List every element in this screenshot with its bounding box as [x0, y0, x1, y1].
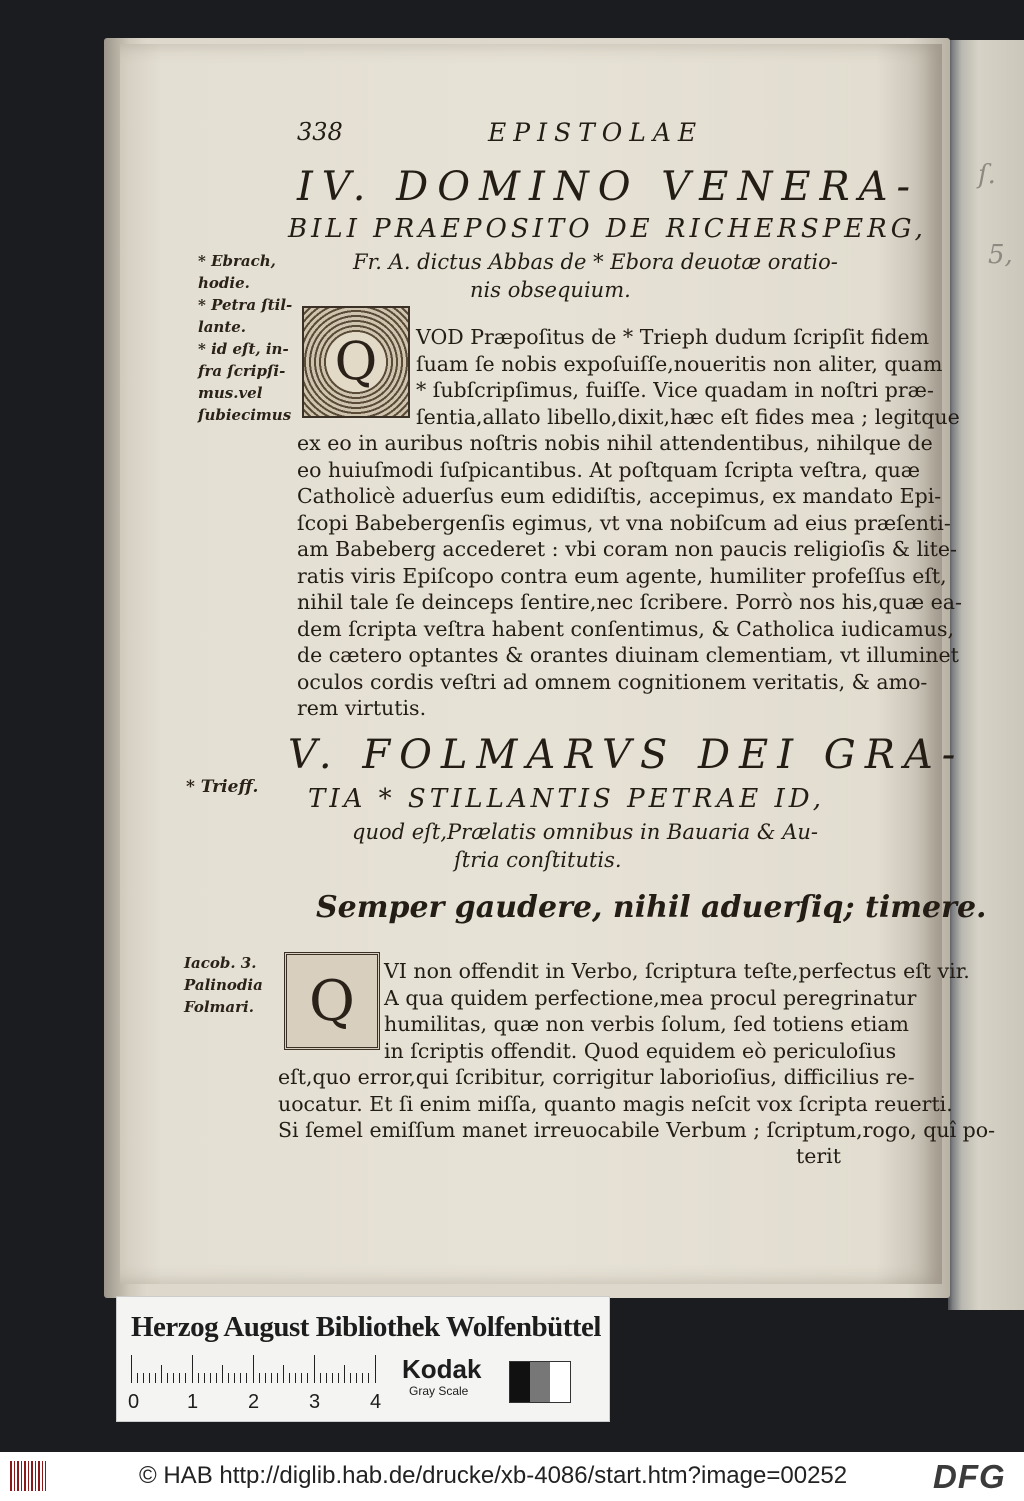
ruler-tick: [131, 1355, 132, 1383]
ruler-tick: [143, 1373, 144, 1383]
text-line: oculos cordis veſtri ad omnem cognitionem veritatis, & amo-: [297, 669, 928, 694]
marginal-line: * Petra ſtil-: [198, 296, 293, 314]
adjacent-page: ſ. 5,: [948, 40, 1024, 1310]
ruler-tick: [326, 1373, 327, 1383]
letter5-heading-line2: TIA * STILLANTIS PETRAE ID,: [308, 784, 825, 814]
ruler-tick: [375, 1355, 376, 1383]
ruler-tick: [265, 1373, 266, 1383]
text-line: VI non offendit in Verbo, ſcriptura teſte,perfectus eſt vir.: [384, 959, 970, 983]
ruler-tick: [271, 1373, 272, 1383]
ruler-tick: [332, 1373, 333, 1383]
ruler-tick: [198, 1373, 199, 1383]
marginal-line: * id eſt, in-: [198, 340, 289, 358]
text-line: dem ſcripta veſtra habent conſentimus, & Catholica iudicamus,: [297, 616, 954, 641]
marginal-line: Palinodia: [184, 976, 263, 994]
credit-link[interactable]: © HAB http://diglib.hab.de/drucke/xb-4086/start.htm?image=00252: [139, 1462, 848, 1489]
letter4-heading-line1: IV. DOMINO VENERA-: [297, 164, 920, 210]
text-line: * ſubſcripſimus, fuiſſe. Vice quadam in noſtri præ-: [416, 378, 934, 402]
ruler-tick: [179, 1373, 180, 1383]
kodak-logo: Kodak: [402, 1354, 482, 1384]
letter4-heading-line4: nis obsequium.: [470, 278, 631, 302]
ruler-tick: [137, 1373, 138, 1383]
catchword: terit: [796, 1144, 841, 1168]
ruler-tick: [155, 1373, 156, 1383]
initial-letter: Q: [309, 968, 355, 1034]
letter5-heading-line1: V. FOLMARVS DEI GRA-: [288, 732, 965, 778]
text-line: am Babeberg accederet : vbi coram non paucis religioſis & lite-: [297, 537, 957, 561]
framed-initial-q: [284, 952, 380, 1050]
letter4-heading-line3: Fr. A. dictus Abbas de * Ebora deuotæ oratio-: [353, 250, 838, 274]
text-line: Si ſemel emiſſum manet irreuocabile Verbum ; ſcriptum,rogo, quî po-: [278, 1118, 996, 1142]
marginal-line: * Ebrach,: [198, 252, 276, 270]
gray-patch: [550, 1362, 570, 1402]
footer-bar: [0, 1452, 1024, 1501]
letter5-body: [278, 1064, 995, 1144]
ruler-tick: [350, 1373, 351, 1383]
ruler-number: 3: [309, 1391, 321, 1413]
ruler-number: 2: [248, 1391, 260, 1413]
running-head: EPISTOLAE: [488, 118, 704, 147]
ruler-tick: [161, 1365, 162, 1383]
marginal-note-2: * Trieff.: [186, 777, 259, 797]
ruler-tick: [362, 1373, 363, 1383]
letter4-heading-line2: BILI PRAEPOSITO DE RICHERSPERG,: [288, 214, 927, 244]
decorated-initial-q: [302, 306, 410, 418]
ruler-number: 1: [187, 1391, 199, 1413]
marginal-line: ſubiecimus: [198, 406, 292, 424]
ruler-tick: [240, 1373, 241, 1383]
ruler-tick: [253, 1355, 254, 1383]
text-line: nihil tale ſe deinceps ſentire,nec ſcribere. Porrò nos his,quæ ea-: [297, 590, 962, 614]
letter4-body: [297, 430, 962, 722]
text-line: A qua quidem perfectione,mea procul peregrinatur: [384, 985, 917, 1010]
ruler-tick: [228, 1373, 229, 1383]
ruler-tick: [234, 1373, 235, 1383]
initial-letter: Q: [326, 332, 386, 392]
text-line: in ſcriptis offendit. Quod equidem eò periculoſius: [384, 1038, 897, 1063]
dfg-logo: DFG: [933, 1458, 1006, 1495]
marginal-line: Folmari.: [184, 998, 254, 1016]
ruler-tick: [320, 1373, 321, 1383]
ruler-tick: [210, 1373, 211, 1383]
text-line: de cætero optantes & orantes diuinam clementiam, vt illuminet: [297, 643, 959, 667]
hab-logo-icon: [10, 1461, 46, 1491]
ruler-tick: [307, 1373, 308, 1383]
gray-patch: [530, 1362, 550, 1402]
text-line: eſt,quo error,qui ſcribitur, corrigitur laborioſius, difficilius re-: [278, 1065, 915, 1089]
ruler-tick: [204, 1373, 205, 1383]
ruler-tick: [356, 1373, 357, 1383]
marginal-note-1: [198, 250, 292, 426]
letter5-heading-line3: quod eſt,Prælatis omnibus in Bauaria & Au-: [352, 820, 819, 844]
marginal-line: Iacob. 3.: [184, 954, 257, 972]
ruler-tick: [216, 1373, 217, 1383]
text-line: ratis viris Epiſcopo contra eum agente, humiliter profeſſus eſt,: [297, 563, 947, 588]
ruler-tick: [277, 1373, 278, 1383]
ruler-tick: [192, 1355, 193, 1383]
ruler-tick: [185, 1373, 186, 1383]
page-number: 338: [297, 118, 343, 146]
gray-scale-label: Gray Scale: [409, 1384, 469, 1398]
marginal-line: lante.: [198, 318, 247, 336]
text-line: ſentia,allato libello,dixit,hæc eſt fides mea ; legitque: [416, 404, 960, 429]
marginal-note-3: [184, 952, 263, 1018]
marginal-line: mus.vel: [198, 384, 263, 402]
ruler-tick: [259, 1373, 260, 1383]
ruler-tick: [289, 1373, 290, 1383]
text-line: VOD Præpoſitus de * Trieph dudum ſcripſit fidem: [416, 325, 930, 349]
ruler-number: 0: [128, 1391, 140, 1413]
library-name: Herzog August Bibliothek Wolfenbüttel: [131, 1311, 601, 1343]
ruler-tick: [246, 1373, 247, 1383]
ruler-tick: [301, 1373, 302, 1383]
letter5-heading-line4: ſtria conſtitutis.: [454, 848, 622, 872]
ruler-tick: [344, 1365, 345, 1383]
motto: Semper gaudere, nihil aduerſiq; timere.: [316, 890, 987, 925]
text-line: humilitas, quæ non verbis ſolum, ſed totiens etiam: [384, 1012, 909, 1036]
ruler-number: 4: [370, 1391, 382, 1413]
ruler-tick: [167, 1373, 168, 1383]
ruler: [128, 1355, 382, 1413]
ruler-tick: [283, 1365, 284, 1383]
gray-patches: [509, 1361, 571, 1403]
ruler-tick: [338, 1373, 339, 1383]
text-line: ſcopi Babebergenſis egimus, vt vna nobiſcum ad eius præſenti-: [297, 510, 951, 535]
ruler-tick: [368, 1373, 369, 1383]
ruler-tick: [314, 1355, 315, 1383]
text-line: rem virtutis.: [297, 696, 427, 720]
marginal-line: fra ſcripſi-: [198, 362, 286, 380]
ruler-tick: [222, 1365, 223, 1383]
ruler-tick: [173, 1373, 174, 1383]
ruler-tick: [295, 1373, 296, 1383]
text-line: ex eo in auribus noſtris nobis nihil attendentibus, nihilque de: [297, 431, 933, 455]
text-line: Catholicè aduerſus eum edidiſtis, accepimus, ex mandato Epi-: [297, 484, 942, 508]
color-calibration-card: [116, 1296, 610, 1422]
text-line: eo huiuſmodi ſuſpicantibus. At poſtquam ſcripta veſtra, quæ: [297, 457, 921, 482]
letter5-indented-lines: [384, 958, 970, 1064]
text-line: ſuam ſe nobis expoſuiſſe,noueritis non aliter, quam: [416, 351, 943, 376]
gray-patch: [510, 1362, 530, 1402]
marginal-line: hodie.: [198, 274, 250, 292]
letter4-indented-lines: [416, 324, 960, 430]
ruler-tick: [149, 1373, 150, 1383]
text-line: uocatur. Et ſi enim miſſa, quanto magis neſcit vox ſcripta reuerti.: [278, 1091, 953, 1116]
